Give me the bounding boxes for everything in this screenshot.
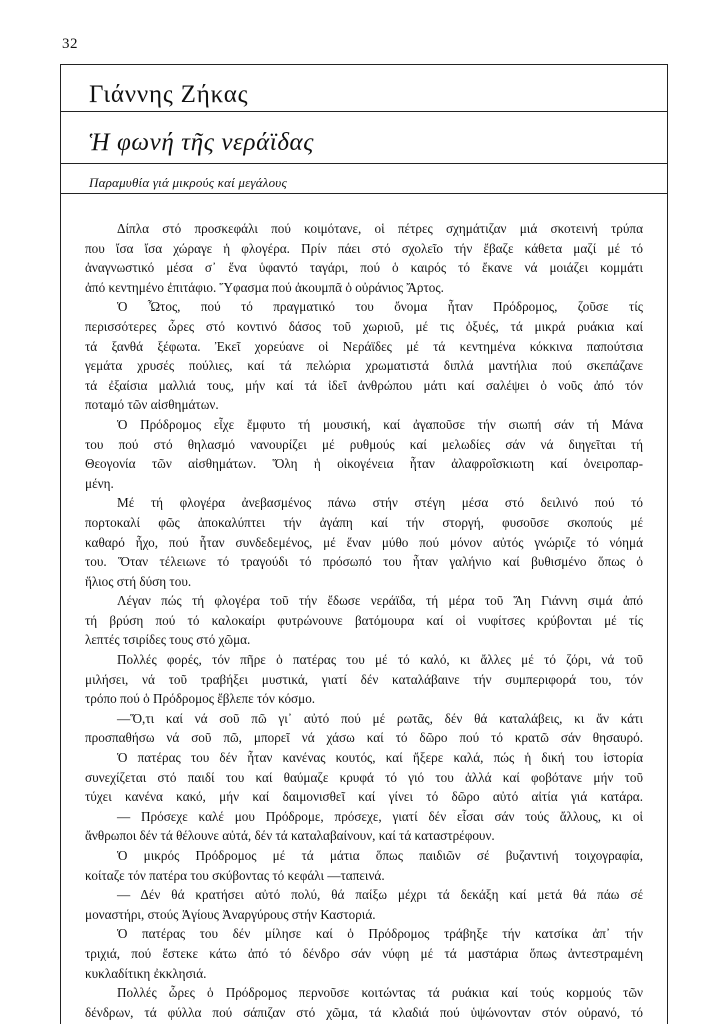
divider-subtitle xyxy=(61,193,667,194)
text-line: περισσότερες ὧρες στό κοντινό δάσος τοῦ χωριοῦ, μέ τις ὀξυές, τά μικρά ρυάκια καί xyxy=(85,318,643,334)
author-name: Γιάννης Ζήκας xyxy=(89,81,249,108)
text-line: Θεογονία τῶν αἰσθημάτων. Ὅλη ἡ οἰκογένεια ἦταν ἀλαφροΐσκιωτη καί ὀνειροπαρ- xyxy=(85,456,643,472)
text-line: του πού στό θηλασμό νανουρίζει μέ ρυθμούς καί μελωδίες σάν νά διηγεῖται τή xyxy=(85,436,643,452)
text-line: τά ξανθά ξέφωτα. Ἐκεῖ χορεύανε οἱ Νεράϊδες μέ τά κεντημένα κόκκινα παπούτσια xyxy=(85,338,643,354)
text-line: ἀπό κεντημένο ἐπιτάφιο. Ὕφασμα πού ἀκουμπᾶ ὁ οὐράνιος Ἄρτος. xyxy=(85,279,444,295)
text-line: πορτοκαλί φῶς ἀποκαλύπτει τήν ἀγάπη καί τήν στοργή, φυσοῦσε σκοπούς μέ xyxy=(85,514,643,530)
text-line: ἥλιος στή δύση του. xyxy=(85,573,192,589)
text-line: κοίταζε τόν πατέρα του σκύβοντας τό κεφάλι —ταπεινά. xyxy=(85,867,385,883)
text-line: τρόπο πού ὁ Πρόδρομος ἔβλεπε τόν κόσμο. xyxy=(85,691,316,707)
text-line: του. Ὅταν τέλειωνε τό τραγούδι τό πρόσωπό του ἦταν γαλήνιο καί βυθισμένο ὅπως ὁ xyxy=(85,554,643,570)
text-line: ἄνθρωποι δέν τά θέλουνε αὐτά, δέν τά καταλαβαίνουν, καί τά καταστρέφουν. xyxy=(85,828,495,844)
text-line: δένδρων, τά φύλλα πού σάπιζαν στό χῶμα, τά κλαδιά πού ὑψώνονταν στόν οὐρανό, τό xyxy=(85,1004,643,1020)
text-line: μένη. xyxy=(85,475,114,491)
story-title: Ἡ φωνή τῆς νεράϊδας xyxy=(89,129,315,156)
text-line: τή βρύση πού τό καλοκαίρι φυτρώνουνε βατόμουρα καί οἱ νυφίτσες κρύβονται μέ τίς xyxy=(85,612,643,628)
divider-author xyxy=(61,111,667,112)
text-line: — Πρόσεχε καλέ μου Πρόδρομε, πρόσεχε, γιατί δέν εἶσαι σάν τούς ἄλλους, κι οἱ xyxy=(117,808,643,824)
text-line: Δίπλα στό προσκεφάλι πού κοιμότανε, οἱ πέτρες σχημάτιζαν μιά σκοτεινή τρύπα xyxy=(117,221,643,236)
text-line: Λέγαν πώς τή φλογέρα τοῦ τήν ἔδωσε νεράϊδα, τή μέρα τοῦ Ἅη Γιάννη σιμά ἀπό xyxy=(117,593,643,609)
text-line: που ἴσα ἴσα χώραγε ἡ φλογέρα. Πρίν πάει στό σχολεῖο τήν ἔβαζε κάθετα μαζί μέ τό xyxy=(85,240,643,256)
text-line: κυκλαδίτικη ἐκκλησιά. xyxy=(85,965,207,981)
text-line: Ὁ πατέρας του δέν ἦταν κανένας κουτός, καί ἤξερε καλά, πώς ἡ δική του ἱστορία xyxy=(117,750,643,766)
text-line: προσπαθήσω νά σοῦ πῶ, μπορεῖ νά χάσω καί τό δῶρο πού τό κρατῶ σάν θησαυρό. xyxy=(85,730,643,746)
text-line: μοναστήρι, στούς Ἁγίους Ἀναργύρους στήν Καστοριά. xyxy=(85,906,376,922)
divider-title xyxy=(61,163,667,164)
text-line: Ὁ μικρός Πρόδρομος μέ τά μάτια ὅπως παιδιῶν σέ βυζαντινή τοιχογραφία, xyxy=(117,848,643,863)
text-line: λεπτές τσιρίδες τους στό χῶμα. xyxy=(85,632,251,648)
text-line: τύχει κανένα κακό, μήν καί δαιμονισθεῖ καί γίνει τό δῶρο αὐτό αἰτία γιά κατάρα. xyxy=(85,789,643,805)
text-line: Μέ τή φλογέρα ἀνεβασμένος πάνω στήν στέγη μέσα στό δειλινό πού τό xyxy=(117,495,643,511)
story-frame xyxy=(60,64,668,1024)
text-line: Πολλές φορές, τόν πῆρε ὁ πατέρας του μέ τό καλό, κι ἄλλες μέ τό ζόρι, νά τοῦ xyxy=(117,652,643,668)
text-line: ποταμό τῶν αἰσθημάτων. xyxy=(85,397,219,413)
text-line: — Δέν θά κρατήσει αὐτό πολύ, θά παίξω μέχρι τά δεκάξη καί μετά θά πάω σέ xyxy=(117,887,643,903)
text-line: τά ἐξαίσια μαλλιά τους, μήν καί τά ἰδεῖ ἀνθρώπου μάτι καί σαλέψει ὁ νοῦς ἀπό τόν xyxy=(85,377,643,393)
text-line: Ὁ Ὦτος, πού τό πραγματικό του ὄνομα ἦταν Πρόδρομος, ζοῦσε τίς xyxy=(117,299,643,315)
text-line: γεμάτα χρυσές πούλιες, καί τά πελώρια χρωματιστά διπλά μαντήλια πού σκεπάζανε xyxy=(85,358,643,374)
text-line: μιλήσει, νά τοῦ τραβήξει μυστικά, γιατί δέν καταλάβαινε τήν συμπεριφορά του, τόν xyxy=(85,671,643,687)
story-subtitle: Παραμυθία γιά μικρούς καί μεγάλους xyxy=(89,175,287,190)
text-line: καθαρό ἦχο, πού ἦταν συνδεδεμένος, μέ ἕναν μύθο πού μόνον αὐτός γνώριζε τό νόημά xyxy=(85,534,643,550)
text-line: —Ὅ,τι καί νά σοῦ πῶ γι᾿ αὐτό πού μέ ρωτᾶς, δέν θά καταλάβεις, κι ἄν κάτι xyxy=(117,710,643,726)
text-line: συνεχίζεται στό παιδί του καί θαύμαζε κρυφά τό γιό του ἀλλά καί φοβότανε μήν τοῦ xyxy=(85,769,643,785)
text-line: ἀναγνωστικό μέσα σ᾿ ἕνα ὑφαντό ταγάρι, πού ὁ καιρός τό ἔκανε νά μοιάζει κομμάτι xyxy=(85,260,643,276)
page-number: 32 xyxy=(62,36,78,52)
text-line: Ὁ πατέρας του δέν μίλησε καί ὁ Πρόδρομος τράβηξε τήν κατσίκα ἀπ᾿ τήν xyxy=(117,926,643,942)
text-line: Ὁ Πρόδρομος εἶχε ἔμφυτο τή μουσική, καί ἀγαποῦσε τήν σιωπή σάν τή Μάνα xyxy=(117,416,643,432)
text-line: Πολλές ὧρες ὁ Πρόδρομος περνοῦσε κοιτώντας τά ρυάκια καί τούς κορμούς τῶν xyxy=(117,985,643,1001)
story-body xyxy=(85,219,643,1022)
text-line: τριχιά, πού ἔστεκε κάτω ἀπό τό δένδρο σάν νύφη μέ τά μαστάρια ὅπως ἀντεστραμένη xyxy=(85,945,643,961)
